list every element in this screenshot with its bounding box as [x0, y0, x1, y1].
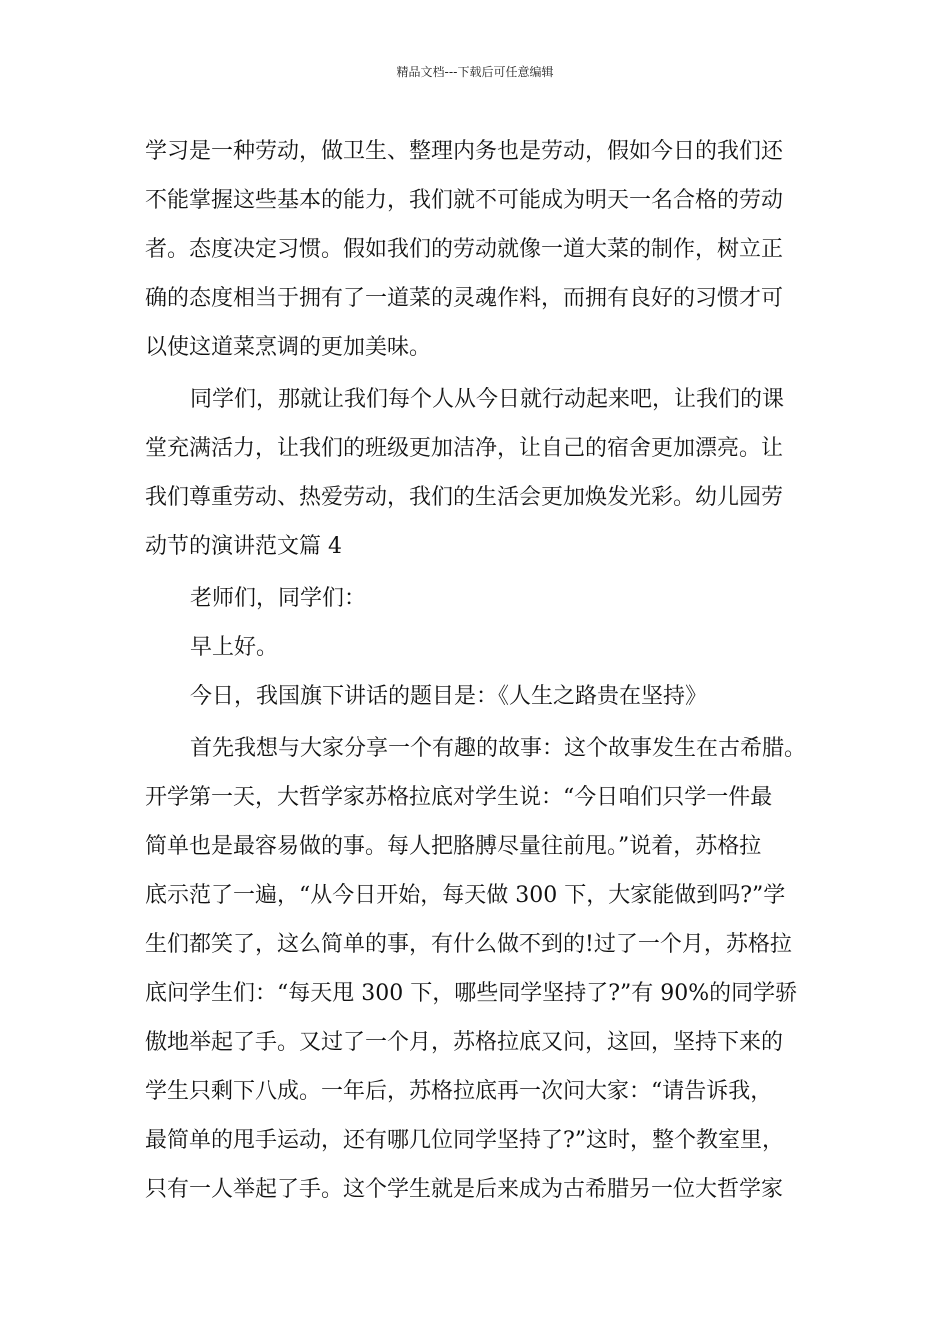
greeting-line: 早上好。 [190, 635, 279, 660]
text-line: 确的态度相当于拥有了一道菜的灵魂作料，而拥有良好的习惯才可 [145, 286, 784, 311]
page-header: 精品文档---下载后可任意编辑 [396, 65, 554, 79]
text-line: 以使这道菜烹调的更加美味。 [145, 335, 432, 360]
text-line: 堂充满活力，让我们的班级更加洁净，让自己的宿舍更加漂亮。让 [145, 436, 784, 461]
text-line: 生们都笑了，这么简单的事，有什么做不到的!过了一个月，苏格拉 [145, 932, 792, 957]
text-line: 底问学生们：“每天甩 300 下，哪些同学坚持了?”有 90%的同学骄 [145, 981, 798, 1006]
text-line: 最简单的甩手运动，还有哪几位同学坚持了?”这时，整个教室里， [145, 1128, 785, 1153]
text-line: 底示范了一遍，“从今日开始，每天做 300 下，大家能做到吗?”学 [145, 883, 786, 908]
text-line: 只有一人举起了手。这个学生就是后来成为古希腊另一位大哲学家 [145, 1177, 784, 1202]
text-line: 我们尊重劳动、热爱劳动，我们的生活会更加焕发光彩。幼儿园劳 [145, 485, 784, 510]
text-line: 开学第一天，大哲学家苏格拉底对学生说：“今日咱们只学一件最 [145, 785, 773, 810]
text-line: 傲地举起了手。又过了一个月，苏格拉底又问，这回，坚持下来的 [145, 1030, 784, 1055]
text-line: 学习是一种劳动，做卫生、整理内务也是劳动，假如今日的我们还 [145, 139, 784, 164]
text-line: 者。态度决定习惯。假如我们的劳动就像一道大菜的制作，树立正 [145, 237, 784, 262]
text-line: 简单也是最容易做的事。每人把胳膊尽量往前甩。”说着，苏格拉 [145, 834, 762, 859]
text-line: 学生只剩下八成。一年后，苏格拉底再一次问大家：“请告诉我， [145, 1079, 773, 1104]
salutation-line: 老师们，同学们： [190, 586, 367, 611]
paragraph-start-line: 首先我想与大家分享一个有趣的故事：这个故事发生在古希腊。 [190, 736, 807, 761]
text-line: 不能掌握这些基本的能力，我们就不可能成为明天一名合格的劳动 [145, 188, 784, 213]
paragraph-start-line: 同学们，那就让我们每个人从今日就行动起来吧，让我们的课 [190, 387, 785, 412]
speech-title-line: 今日，我国旗下讲话的题目是：《人生之路贵在坚持》 [190, 684, 708, 709]
text-line: 动节的演讲范文篇 4 [145, 534, 342, 559]
